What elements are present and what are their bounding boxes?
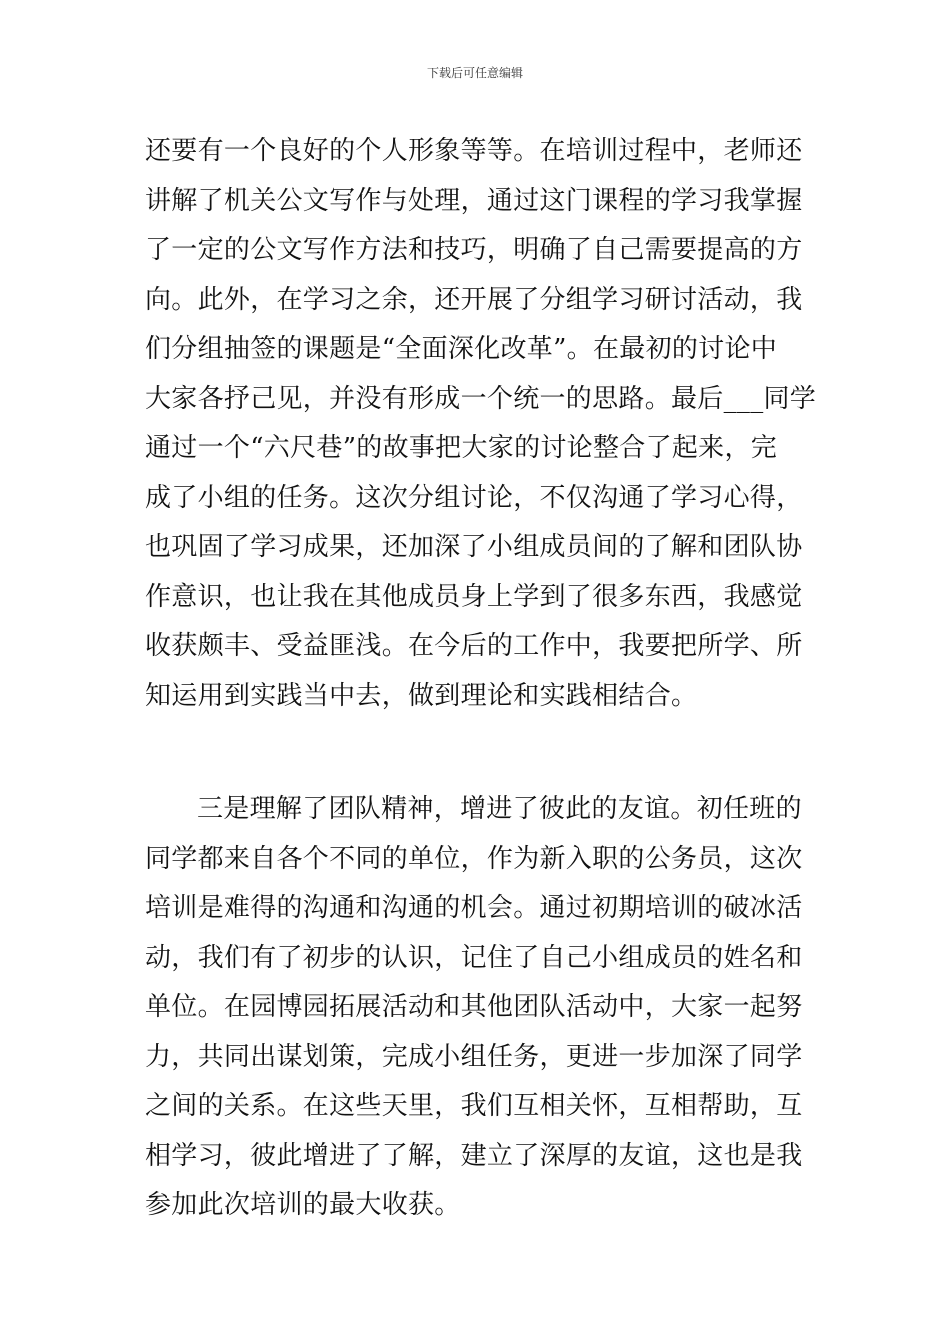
text-line: 大家各抒己见，并没有形成一个统一的思路。最后___同学 [145, 383, 817, 414]
text-line: 了一定的公文写作方法和技巧，明确了自己需要提高的方 [145, 235, 803, 265]
text-line: 们分组抽签的课题是“全面深化改革”。在最初的讨论中 [145, 334, 778, 364]
text-line: 也巩固了学习成果，还加深了小组成员间的了解和团队协 [145, 532, 803, 562]
text-line: 还要有一个良好的个人形象等等。在培训过程中，老师还 [145, 136, 803, 166]
text-line: 相学习，彼此增进了了解，建立了深厚的友谊，这也是我 [145, 1140, 803, 1171]
text-line: 知运用到实践当中去，做到理论和实践相结合。 [145, 680, 698, 711]
text-line: 单位。在园博园拓展活动和其他团队活动中，大家一起努 [145, 992, 803, 1022]
text-line: 讲解了机关公文写作与处理，通过这门课程的学习我掌握 [145, 185, 803, 216]
text-line: 向。此外，在学习之余，还开展了分组学习研讨活动，我 [145, 284, 803, 315]
paragraph-spacer [145, 721, 807, 785]
paragraph-1 [145, 127, 817, 721]
text-line: 力，共同出谋划策，完成小组任务，更进一步加深了同学 [145, 1041, 803, 1072]
page-header: 下载后可任意编辑 [426, 66, 523, 80]
text-line: 培训是难得的沟通和沟通的机会。通过初期培训的破冰活 [145, 893, 803, 923]
text-line: 三是理解了团队精神，增进了彼此的友谊。初任班的 [197, 794, 802, 824]
text-line: 成了小组的任务。这次分组讨论，不仅沟通了学习心得， [145, 482, 803, 513]
text-line: 动，我们有了初步的认识，记住了自己小组成员的姓名和 [145, 942, 803, 973]
text-line: 作意识，也让我在其他成员身上学到了很多东西，我感觉 [145, 581, 803, 612]
text-line: 收获颇丰、受益匪浅。在今后的工作中，我要把所学、所 [145, 631, 803, 661]
text-line: 参加此次培训的最大收获。 [145, 1190, 461, 1220]
text-line: 通过一个“六尺巷”的故事把大家的讨论整合了起来，完 [145, 433, 778, 463]
paragraph-2 [145, 785, 807, 1231]
document-body [145, 127, 817, 1231]
text-line: 之间的关系。在这些天里，我们互相关怀，互相帮助，互 [145, 1091, 803, 1121]
text-line: 同学都来自各个不同的单位，作为新入职的公务员，这次 [145, 843, 803, 874]
